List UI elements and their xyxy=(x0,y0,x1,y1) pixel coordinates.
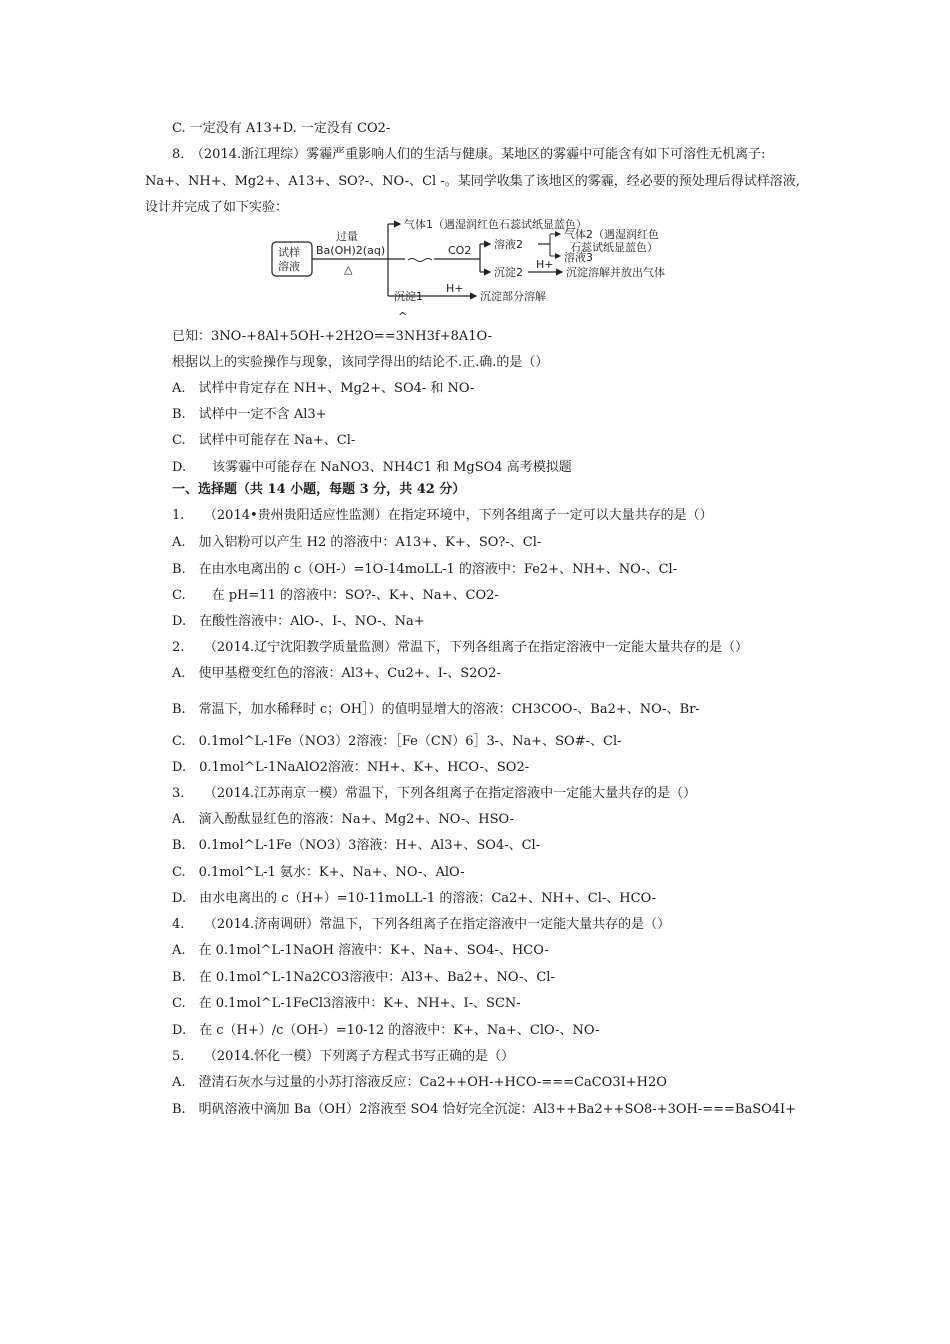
solution3-label: 溶液3 xyxy=(564,251,593,264)
q2-option-c: C. 0.1mol^L-1Fe（NO3）2溶液：［Fe（CN）6］3-、Na+、SO#-、Cl- xyxy=(172,734,622,749)
q2-option-d: D. 0.1mol^L-1NaAlO2溶液：NH+、K+、HCO-、SO2- xyxy=(172,760,530,775)
precip2-result: 沉淀溶解并放出气体 xyxy=(566,266,665,279)
question-8-heading: 8. （2014.浙江理综）雾霾严重影响人们的生活与健康。某地区的雾霾中可能含有如下可溶性无机离子: xyxy=(172,147,766,162)
q4-option-c: C. 在 0.1mol^L-1FeCl3溶液中：K+、NH+、I-、SCN- xyxy=(172,996,521,1011)
gas2-label-1: 气体2（遇湿润红色 xyxy=(564,228,659,241)
text-line-c-option: C. 一定没有 A13+D. 一定没有 CO2- xyxy=(172,121,391,136)
reagent-label-excess: 过量 xyxy=(336,230,358,243)
gas2-label-2: 石蕊试纸显蓝色） xyxy=(570,241,658,254)
reagent-label-heat: △ xyxy=(344,263,353,276)
q8-option-b: B. 试样中一定不含 Al3+ xyxy=(172,407,327,422)
sample-label-2: 溶液 xyxy=(278,260,300,273)
q4-option-b: B. 在 0.1mol^L-1Na2CO3溶液中：Al3+、Ba2+、NO-、Cl- xyxy=(172,970,555,985)
gas1-label: 气体1（遇湿润红色石蕊试纸显蓝色） xyxy=(404,218,587,231)
q5-option-b: B. 明矾溶液中滴加 Ba（OH）2溶液至 SO4 恰好完全沉淀：Al3++Ba2++SO8-+3OH-===BaSO4I+ xyxy=(172,1102,797,1117)
question-8-prompt: 根据以上的实验操作与现象，该同学得出的结论不.正.确.的是（） xyxy=(172,355,549,370)
q2-option-b: B. 常温下，加水稀释时 c；OH］）的值明显增大的溶液：CH3COO-、Ba2+、NO-、Br- xyxy=(172,702,700,717)
q1-option-d: D. 在酸性溶液中：AlO-、I-、NO-、Na+ xyxy=(172,614,425,629)
h-plus-label-2: H+ xyxy=(446,282,464,295)
q3-heading: 3. （2014.江苏南京一模）常温下，下列各组离子在指定溶液中一定能大量共存的是（） xyxy=(172,786,697,801)
q5-heading: 5. （2014.怀化一模）下列离子方程式书写正确的是（） xyxy=(172,1049,515,1064)
precip1-label: 沉淀1 xyxy=(394,290,423,303)
q2-heading: 2. （2014.辽宁沈阳教学质量监测）常温下，下列各组离子在指定溶液中一定能大量共存的是（） xyxy=(172,640,749,655)
q1-option-a: A. 加入铝粉可以产生 H2 的溶液中：A13+、K+、SO?-、Cl- xyxy=(172,535,542,550)
q3-option-c: C. 0.1mol^L-1 氨水：K+、Na+、NO-、AlO- xyxy=(172,865,465,880)
q4-option-d: D. 在 c（H+）/c（OH-）=10-12 的溶液中：K+、Na+、ClO-、NO- xyxy=(172,1023,600,1038)
q8-option-a: A. 试样中肯定存在 NH+、Mg2+、SO4- 和 NO- xyxy=(172,381,475,396)
q3-option-a: A. 滴入酚酞显红色的溶液：Na+、Mg2+、NO-、HSO- xyxy=(172,812,515,827)
caret-mark: ^ xyxy=(398,310,408,323)
experiment-flow-diagram xyxy=(270,210,730,310)
question-8-design: 设计并完成了如下实验： xyxy=(145,200,289,215)
q2-option-a: A. 使甲基橙变红色的溶液：Al3+、Cu2+、I-、S2O2- xyxy=(172,666,501,681)
q4-heading: 4. （2014.济南调研）常温下，下列各组离子在指定溶液中一定能大量共存的是（） xyxy=(172,917,671,932)
question-8-ions: Na+、NH+、Mg2+、A13+、SO?-、NO-、Cl -。某同学收集了该地区的雾霾，经必要的预处理后得试样溶液, xyxy=(145,174,800,189)
q4-option-a: A. 在 0.1mol^L-1NaOH 溶液中：K+、Na+、SO4-、HCO- xyxy=(172,943,549,958)
precip1-result: 沉淀部分溶解 xyxy=(480,290,546,303)
q1-option-b: B. 在由水电离出的 c（OH-）=1O-14moLL-1 的溶液中：Fe2+、NH+、NO-、Cl- xyxy=(172,562,678,577)
known-equation: 已知：3NO-+8Al+5OH-+2H2O==3NH3f+8A1O- xyxy=(172,329,493,344)
section-heading: 一、选择题（共 14 小题，每题 3 分，共 42 分） xyxy=(172,482,466,497)
precip2-label: 沉淀2 xyxy=(494,266,523,279)
h-plus-label-1: H+ xyxy=(536,258,554,271)
solution2-label: 溶液2 xyxy=(494,238,523,251)
q3-option-b: B. 0.1mol^L-1Fe（NO3）3溶液：H+、Al3+、SO4-、Cl- xyxy=(172,838,541,853)
reagent-label-baoh2: Ba(OH)2(aq) xyxy=(316,244,386,257)
q1-option-c: C. 在 pH=11 的溶液中：SO?-、K+、Na+、CO2- xyxy=(172,588,499,603)
q8-option-c: C. 试样中可能存在 Na+、Cl- xyxy=(172,433,356,448)
q5-option-a: A. 澄清石灰水与过量的小苏打溶液反应：Ca2++OH-+HCO-===CaCO3I+H2O xyxy=(172,1075,667,1090)
q3-option-d: D. 由水电离出的 c（H+）=10-11moLL-1 的溶液：Ca2+、NH+、Cl-、HCO- xyxy=(172,891,657,906)
co2-label: CO2 xyxy=(448,244,472,257)
q8-option-d: D. 该雾霾中可能存在 NaNO3、NH4C1 和 MgSO4 高考模拟题 xyxy=(172,460,572,475)
q1-heading: 1. （2014•贵州贵阳适应性监测）在指定环境中，下列各组离子一定可以大量共存的是（） xyxy=(172,508,713,523)
sample-label-1: 试样 xyxy=(278,246,300,259)
